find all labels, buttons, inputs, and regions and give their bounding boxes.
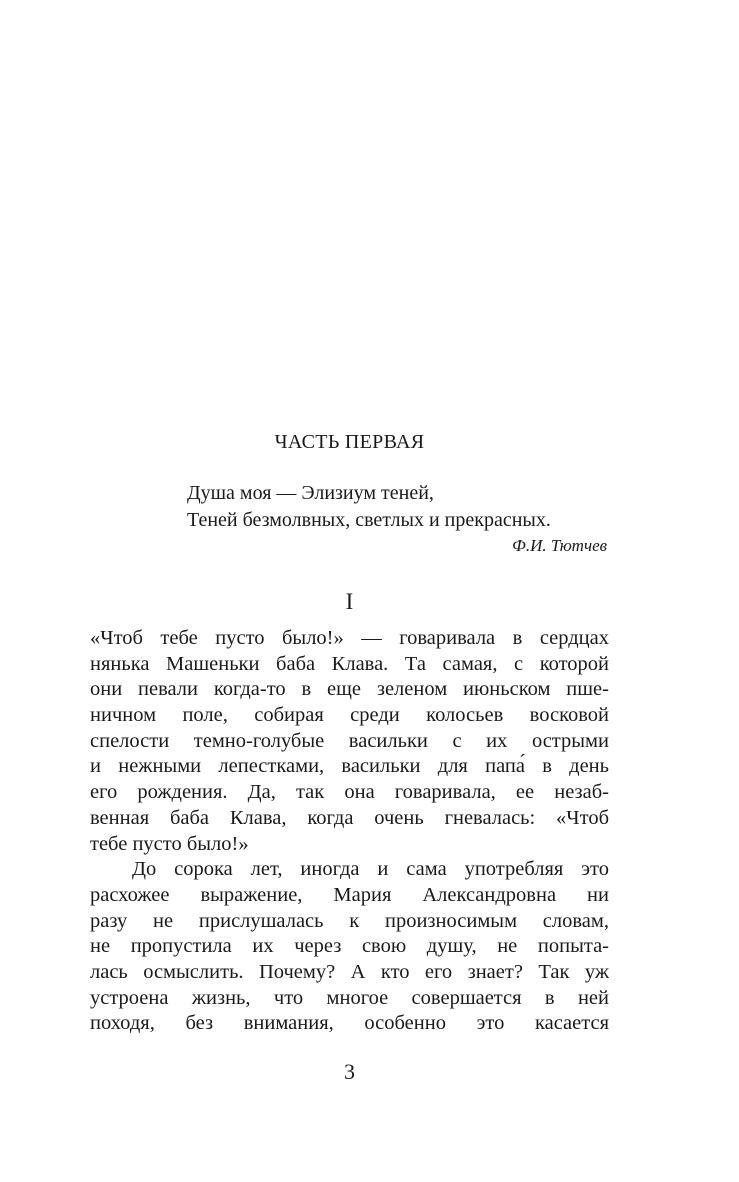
body-text — [90, 626, 609, 1037]
epigraph-author: Ф.И. Тютчев — [512, 536, 607, 555]
text-line: нянька Машеньки баба Клава. Та самая, с которой — [90, 652, 609, 675]
part-title: ЧАСТЬ ПЕРВАЯ — [274, 431, 425, 453]
page-number: 3 — [344, 1059, 355, 1084]
text-line: спелости темно-голубые васильки с их острыми — [90, 729, 609, 752]
text-line: они певали когда-то в еще зеленом июньском пше- — [90, 678, 609, 701]
text-line: устроена жизнь, что многое совершается в ней — [90, 986, 609, 1009]
text-line: венная баба Клава, когда очень гневалась: «Чтоб — [90, 806, 609, 829]
text-line: походя, без внимания, особенно это касается — [90, 1012, 609, 1035]
text-line: тебе пусто было!» — [90, 832, 249, 855]
text-line: ничном поле, собирая среди колосьев восковой — [90, 704, 609, 727]
epigraph-line: Теней безмолвных, светлых и прекрасных. — [187, 509, 551, 531]
epigraph — [187, 480, 607, 558]
epigraph-line: Душа моя — Элизиум теней, — [187, 482, 434, 504]
text-line: лась осмыслить. Почему? А кто его знает? Так уж — [90, 960, 609, 983]
text-line: его рождения. Да, так она говаривала, ее незаб- — [90, 781, 609, 804]
text-line: «Чтоб тебе пусто было!» — говаривала в сердцах — [90, 627, 609, 649]
text-line: разу не прислушалась к произносимым словам, — [90, 909, 609, 932]
text-line: не пропустила их через свою душу, не попыта- — [90, 935, 609, 958]
chapter-number: I — [345, 589, 354, 614]
text-line: и нежными лепестками, васильки для папа́ в день — [90, 755, 609, 778]
text-line: расхожее выражение, Мария Александровна ни — [90, 883, 609, 906]
text-line: До сорока лет, иногда и сама употребляя это — [132, 858, 609, 881]
